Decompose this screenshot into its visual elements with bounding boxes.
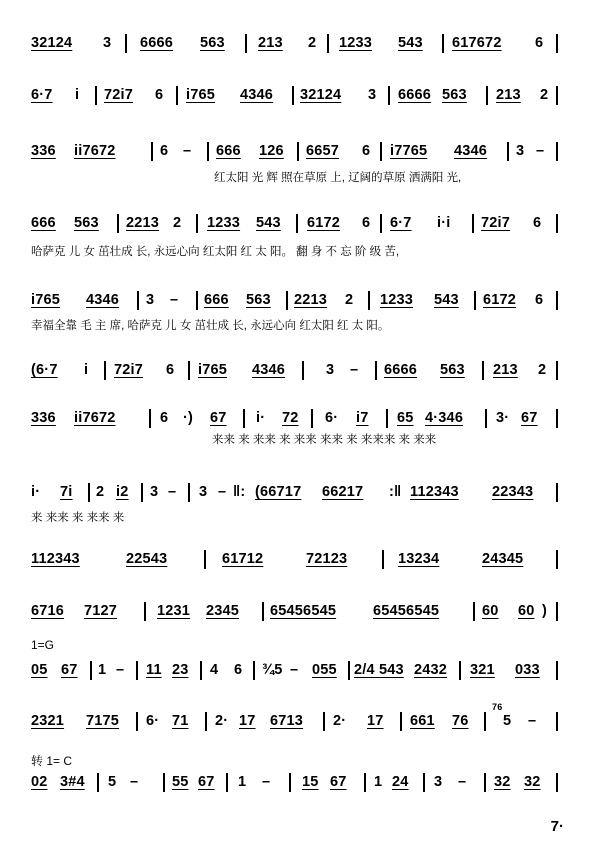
page-number: 7· xyxy=(550,818,564,835)
note: 2 xyxy=(538,362,547,378)
note-group: 2345 xyxy=(206,603,240,619)
note-group: 32 xyxy=(524,774,541,790)
barline xyxy=(556,409,558,428)
note-group: 76 xyxy=(452,713,469,729)
note-group: 1231 xyxy=(157,603,191,619)
barline xyxy=(302,361,304,380)
barline xyxy=(473,602,475,621)
note: 1 xyxy=(374,774,383,790)
note-group: 22343 xyxy=(492,484,534,500)
note-group: 7i xyxy=(60,484,73,500)
barline xyxy=(368,291,370,310)
score-row-9 xyxy=(0,548,602,570)
note-group: 126 xyxy=(259,143,284,159)
note-group: 4346 xyxy=(454,143,488,159)
dash: – xyxy=(350,362,359,378)
barline xyxy=(136,712,138,731)
note-group: 67 xyxy=(330,774,347,790)
note-group: 666 xyxy=(216,143,241,159)
note-group: i7765 xyxy=(390,143,428,159)
note-group: 563 xyxy=(440,362,465,378)
note: ·) xyxy=(183,410,194,426)
note-group: 72123 xyxy=(306,551,348,567)
barline xyxy=(95,86,97,105)
note-group: 22543 xyxy=(126,551,168,567)
barline xyxy=(97,773,99,792)
lyrics-row-4 xyxy=(0,244,602,260)
barline xyxy=(90,661,92,680)
note: 2 xyxy=(308,35,317,51)
note-group: 6716 xyxy=(31,603,65,619)
close-paren: ) xyxy=(542,603,548,619)
note-group: 336 xyxy=(31,143,56,159)
barline xyxy=(136,661,138,680)
note-group: i765 xyxy=(31,292,61,308)
barline xyxy=(482,361,484,380)
barline xyxy=(380,142,382,161)
lyrics-row-5 xyxy=(0,318,602,334)
note: 6· xyxy=(146,713,160,729)
note: 6· xyxy=(325,410,339,426)
note-group: 66217 xyxy=(322,484,364,500)
note-group: 666 xyxy=(204,292,229,308)
barline xyxy=(556,361,558,380)
note-group: 213 xyxy=(496,87,521,103)
note: 3 xyxy=(326,362,335,378)
note-group: 60 xyxy=(482,603,499,619)
note-group: i765 xyxy=(186,87,216,103)
lyrics-row-8 xyxy=(0,510,602,526)
note-group: 4346 xyxy=(252,362,286,378)
dash: – xyxy=(528,713,537,729)
note: 2· xyxy=(333,713,347,729)
dash: – xyxy=(116,662,125,678)
lyric-line: 哈萨克 儿 女 茁壮成 长, 永远心向 红太阳 红 太 阳。 翻 身 不 忘 阶 级 苦, xyxy=(31,246,400,258)
note-group: 32124 xyxy=(300,87,342,103)
lyric-line: 幸福全靠 毛 主 席, 哈萨克 儿 女 茁壮成 长, 永远心向 红太阳 红 太 阳。 xyxy=(31,320,390,332)
barline xyxy=(207,142,209,161)
note-group: 4·346 xyxy=(425,410,464,426)
note: 6 xyxy=(234,662,243,678)
note-group: i765 xyxy=(198,362,228,378)
barline xyxy=(556,34,558,53)
note: 6 xyxy=(533,215,542,231)
note-group: 7127 xyxy=(84,603,118,619)
note-group: 563 xyxy=(200,35,225,51)
barline xyxy=(151,142,153,161)
note-group: (66717 xyxy=(255,484,302,500)
barline xyxy=(204,550,206,569)
score-row-13 xyxy=(0,771,602,793)
score-row-8 xyxy=(0,481,602,503)
barline xyxy=(311,409,313,428)
barline xyxy=(297,142,299,161)
dash: – xyxy=(168,484,177,500)
note-group: 67 xyxy=(198,774,215,790)
barline xyxy=(484,712,486,731)
score-row-12 xyxy=(0,702,602,732)
note-group: 033 xyxy=(515,662,540,678)
barline xyxy=(149,409,151,428)
barline xyxy=(88,483,90,502)
note-group: i2 xyxy=(116,484,129,500)
note-group: 72i7 xyxy=(114,362,144,378)
note-group: 2321 xyxy=(31,713,65,729)
note-group: 563 xyxy=(74,215,99,231)
note: ¾5 xyxy=(262,662,283,678)
note: 3 xyxy=(103,35,112,51)
barline xyxy=(137,291,139,310)
note-group: 24345 xyxy=(482,551,524,567)
note-group: 05 xyxy=(31,662,48,678)
note: 2 xyxy=(96,484,105,500)
note-group: 65 xyxy=(397,410,414,426)
note-group: 11 xyxy=(146,662,162,678)
note: 6 xyxy=(166,362,175,378)
note: i· xyxy=(256,410,266,426)
barline xyxy=(486,86,488,105)
note-group: 67 xyxy=(521,410,538,426)
note-group: 65456545 xyxy=(373,603,440,619)
dash: – xyxy=(458,774,467,790)
note: 2 xyxy=(173,215,182,231)
barline xyxy=(348,661,350,680)
note-group: 543 xyxy=(256,215,281,231)
note: 3 xyxy=(199,484,208,500)
note: 3 xyxy=(368,87,377,103)
note-group: 7175 xyxy=(86,713,120,729)
key-signature-label: 1=G xyxy=(31,638,55,652)
score-row-7 xyxy=(0,407,602,429)
note: 4 xyxy=(210,662,219,678)
dash: – xyxy=(290,662,299,678)
note-group: 661 xyxy=(410,713,435,729)
barline xyxy=(556,661,558,680)
note: 2· xyxy=(215,713,229,729)
barline xyxy=(226,773,228,792)
note-group: 617672 xyxy=(452,35,502,51)
score-row-11 xyxy=(0,659,602,681)
note-group: 24 xyxy=(392,774,409,790)
barline xyxy=(507,142,509,161)
note: 6 xyxy=(155,87,164,103)
barline xyxy=(245,34,247,53)
note: 6 xyxy=(535,35,544,51)
note-group: 543 xyxy=(434,292,459,308)
note-group: 112343 xyxy=(410,484,459,500)
note-group: 563 xyxy=(442,87,467,103)
dash: – xyxy=(262,774,271,790)
note-group: 055 xyxy=(312,662,337,678)
barline xyxy=(289,773,291,792)
note-group: (6·7 xyxy=(31,362,58,378)
note-group: 2/4 543 xyxy=(354,662,404,678)
note-group: 6657 xyxy=(306,143,340,159)
note-group: 2213 xyxy=(294,292,328,308)
note: 2 xyxy=(540,87,549,103)
note-group: 1233 xyxy=(339,35,373,51)
note-group: 72i7 xyxy=(104,87,134,103)
barline xyxy=(472,214,474,233)
barline xyxy=(262,602,264,621)
barline xyxy=(556,86,558,105)
barline xyxy=(144,602,146,621)
barline xyxy=(188,483,190,502)
dash: – xyxy=(130,774,139,790)
note-group: 6·7 xyxy=(31,87,53,103)
note-group: 336 xyxy=(31,410,56,426)
barline xyxy=(556,291,558,310)
note-group: 23 xyxy=(172,662,189,678)
barline xyxy=(556,142,558,161)
barline xyxy=(327,34,329,53)
note-group: 32124 xyxy=(31,35,73,51)
barline xyxy=(296,214,298,233)
note-group: ii7672 xyxy=(74,410,116,426)
note-group: 17 xyxy=(239,713,256,729)
barline xyxy=(323,712,325,731)
note-group: ii7672 xyxy=(74,143,116,159)
lyric-line: 来 来来 来 来来 来 xyxy=(31,512,125,524)
note-group: 2432 xyxy=(414,662,448,678)
barline xyxy=(104,361,106,380)
note-group: 15 xyxy=(302,774,319,790)
dash: – xyxy=(536,143,545,159)
barline xyxy=(556,602,558,621)
barline xyxy=(382,550,384,569)
score-row-10 xyxy=(0,600,602,622)
barline xyxy=(556,712,558,731)
barline xyxy=(556,773,558,792)
lyric-line: 红太阳 光 辉 照在草原 上, 辽阔的草原 洒满阳 光, xyxy=(214,172,462,184)
note: 6 xyxy=(160,410,169,426)
barline xyxy=(292,86,294,105)
barline xyxy=(163,773,165,792)
dash: – xyxy=(183,143,192,159)
note-group: 112343 xyxy=(31,551,80,567)
note-group: 67 xyxy=(210,410,227,426)
dash: – xyxy=(170,292,179,308)
note: 3· xyxy=(496,410,510,426)
repeat-start-sign: ‖: xyxy=(233,484,246,500)
note: i· xyxy=(31,484,41,500)
note-group: 71 xyxy=(172,713,189,729)
note-group: i·i xyxy=(437,215,451,231)
note: 3 xyxy=(150,484,159,500)
note-group: 213 xyxy=(258,35,283,51)
note-group: 4346 xyxy=(240,87,274,103)
note-group: 6172 xyxy=(483,292,517,308)
barline xyxy=(474,291,476,310)
dash: – xyxy=(218,484,227,500)
note-group: 213 xyxy=(493,362,518,378)
note: 6 xyxy=(362,143,371,159)
barline xyxy=(141,483,143,502)
grace-note: 76 xyxy=(492,702,503,712)
note-group: 1233 xyxy=(380,292,414,308)
barline xyxy=(388,86,390,105)
note-group: 6666 xyxy=(398,87,432,103)
note-group: 13234 xyxy=(398,551,440,567)
note-group: 65456545 xyxy=(270,603,337,619)
note-group: 32 xyxy=(494,774,511,790)
barline xyxy=(556,214,558,233)
lyrics-row-7 xyxy=(0,432,602,448)
lyric-line: 来来 来 来来 来 来来 来来 来 来来来 来 来来 xyxy=(212,434,437,446)
note-group: 3#4 xyxy=(60,774,85,790)
score-row-5 xyxy=(0,289,602,311)
barline xyxy=(459,661,461,680)
barline xyxy=(176,86,178,105)
barline xyxy=(386,409,388,428)
note-group: 543 xyxy=(398,35,423,51)
note: 5 xyxy=(108,774,117,790)
barline xyxy=(375,361,377,380)
note: 1 xyxy=(238,774,247,790)
barline xyxy=(196,214,198,233)
score-row-1 xyxy=(0,32,602,54)
note: 2 xyxy=(345,292,354,308)
note-group: 2213 xyxy=(126,215,160,231)
barline xyxy=(400,712,402,731)
note: 3 xyxy=(516,143,525,159)
note-group: 72i7 xyxy=(481,215,511,231)
note: 6 xyxy=(362,215,371,231)
barline xyxy=(556,483,558,502)
note-group: 4346 xyxy=(86,292,120,308)
note-group: 563 xyxy=(246,292,271,308)
note-group: 67 xyxy=(61,662,78,678)
barline xyxy=(286,291,288,310)
barline xyxy=(380,214,382,233)
barline xyxy=(364,773,366,792)
modulation-label: 转 1= C xyxy=(31,754,73,768)
repeat-end-sign: :‖ xyxy=(389,484,402,500)
barline xyxy=(423,773,425,792)
score-row-4 xyxy=(0,212,602,234)
note-group: 6713 xyxy=(270,713,304,729)
note: 3 xyxy=(146,292,155,308)
score-row-3 xyxy=(0,140,602,162)
barline xyxy=(243,409,245,428)
note-group: 6666 xyxy=(384,362,418,378)
note: 6 xyxy=(160,143,169,159)
note: i xyxy=(75,87,80,103)
barline xyxy=(253,661,255,680)
note-group: 17 xyxy=(367,713,384,729)
barline xyxy=(556,550,558,569)
barline xyxy=(188,361,190,380)
barline xyxy=(125,34,127,53)
barline xyxy=(196,291,198,310)
note: 3 xyxy=(434,774,443,790)
note: 5 xyxy=(503,713,512,729)
note-group: 61712 xyxy=(222,551,264,567)
note-group: i7 xyxy=(356,410,369,426)
note-group: 6172 xyxy=(307,215,341,231)
note-group: 666 xyxy=(31,215,56,231)
lyrics-row-3 xyxy=(0,170,602,186)
note-group: 72 xyxy=(282,410,299,426)
barline xyxy=(117,214,119,233)
note: i xyxy=(84,362,89,378)
note-group: 6666 xyxy=(140,35,174,51)
note: 6 xyxy=(535,292,544,308)
score-row-2 xyxy=(0,84,602,106)
note-group: 02 xyxy=(31,774,48,790)
barline xyxy=(205,712,207,731)
note-group: 6·7 xyxy=(390,215,412,231)
note: 1 xyxy=(98,662,107,678)
note-group: 60 xyxy=(518,603,535,619)
note-group: 55 xyxy=(172,774,189,790)
barline xyxy=(442,34,444,53)
note-group: 321 xyxy=(470,662,495,678)
score-row-6 xyxy=(0,359,602,381)
barline xyxy=(485,409,487,428)
note-group: 1233 xyxy=(207,215,241,231)
barline xyxy=(200,661,202,680)
barline xyxy=(484,773,486,792)
